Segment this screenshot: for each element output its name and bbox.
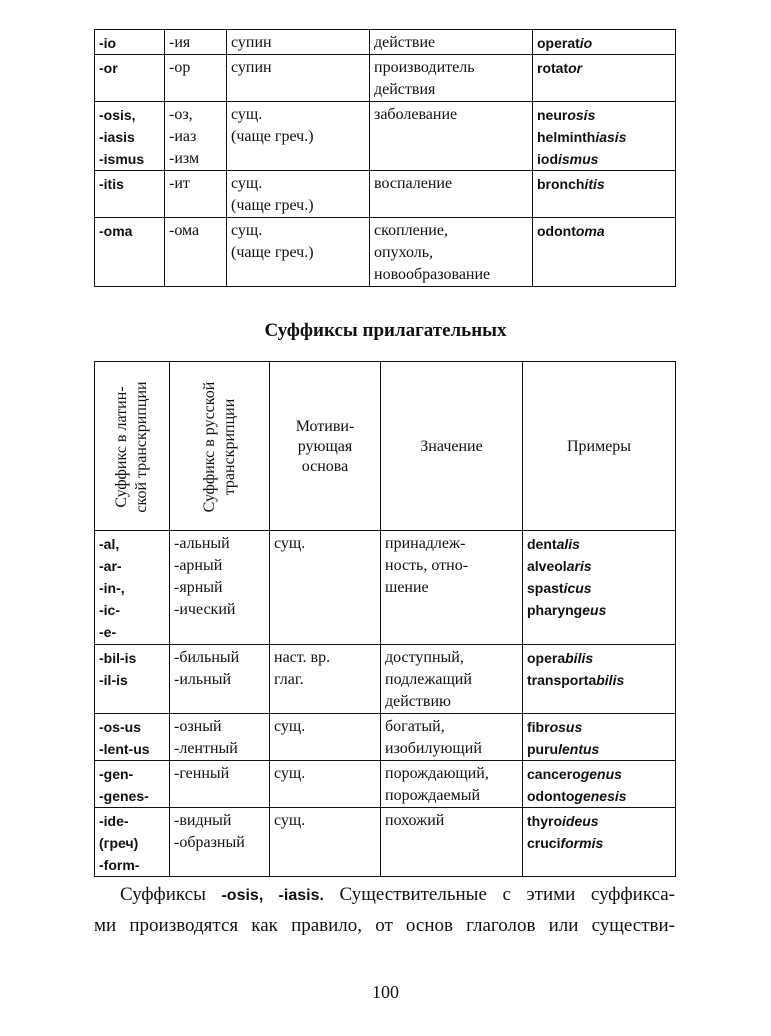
example-word [527, 555, 671, 577]
example-suffix: ideus [562, 813, 599, 829]
latin-suffix: -lent-us [99, 741, 150, 757]
latin-suffix: -iasis [99, 129, 135, 145]
examples-cell [533, 55, 676, 102]
latin-suffix-cell [95, 218, 165, 287]
example-suffix: genus [580, 766, 622, 782]
meaning: производитель [374, 59, 475, 76]
motivating-base: (чаще греч.) [231, 128, 314, 145]
latin-suffix: -ismus [99, 151, 145, 167]
examples-cell [533, 30, 676, 55]
motivating-base-cell [227, 55, 370, 102]
latin-suffix: -ic- [99, 602, 120, 618]
example-suffix: osus [549, 719, 583, 735]
table-row [95, 714, 676, 761]
latin-suffix: -or [99, 60, 118, 76]
motivating-base: (чаще греч.) [231, 197, 314, 214]
example-stem: cancero [527, 766, 581, 782]
example-word [537, 57, 671, 79]
meaning: действию [385, 693, 451, 710]
table-row [95, 102, 676, 171]
motivating-base-cell [227, 30, 370, 55]
russian-suffix: -ор [169, 59, 191, 76]
example-suffix: eus [582, 602, 607, 618]
meaning-cell [381, 645, 523, 714]
russian-suffix: -ит [169, 175, 190, 192]
russian-suffix-cell [170, 531, 270, 645]
meaning: изобилующий [385, 740, 482, 757]
examples-cell [523, 531, 676, 645]
example-suffix: formis [560, 835, 604, 851]
example-suffix: or [568, 60, 583, 76]
examples-cell [523, 761, 676, 808]
russian-suffix-cell [170, 808, 270, 877]
table-row [95, 218, 676, 287]
motivating-base: сущ. [274, 765, 306, 782]
russian-suffix: -оз, [169, 106, 193, 123]
body-paragraph [94, 880, 675, 941]
motivating-base: сущ. [231, 222, 263, 239]
meaning: порождающий, [385, 765, 489, 782]
example-word [537, 173, 671, 195]
page-number: 100 [372, 982, 399, 1002]
motivating-base: глаг. [274, 671, 304, 688]
meaning-cell [370, 102, 533, 171]
example-suffix: bilis [565, 650, 594, 666]
russian-suffix: -арный [174, 557, 223, 574]
example-suffix: bilis [596, 672, 625, 688]
example-stem: odonto [527, 788, 575, 804]
russian-suffix: -видный [174, 812, 232, 829]
meaning: похожий [385, 812, 445, 829]
latin-suffix: -ar- [99, 558, 122, 574]
russian-suffix: -ильный [174, 671, 232, 688]
header-meaning: Значение [381, 362, 523, 531]
example-stem: thyro [527, 813, 562, 829]
example-stem: helminth [537, 129, 596, 145]
header-examples: Примеры [523, 362, 676, 531]
russian-suffix-cell [170, 714, 270, 761]
latin-suffix: -al, [99, 536, 120, 552]
russian-suffix-cell [165, 171, 227, 218]
russian-suffix: -ия [169, 34, 191, 51]
meaning-cell [370, 55, 533, 102]
motivating-base: сущ. [274, 812, 306, 829]
table-row [95, 645, 676, 714]
russian-suffix: -альный [174, 535, 230, 552]
example-word [527, 763, 671, 785]
motivating-base-cell [227, 218, 370, 287]
meaning: заболевание [374, 106, 458, 123]
example-suffix: genesis [574, 788, 627, 804]
meaning: действие [374, 34, 436, 51]
header-latin-suffix [95, 362, 170, 531]
table-row [95, 808, 676, 877]
latin-suffix: -form- [99, 857, 140, 873]
russian-suffix: -лентный [174, 740, 238, 757]
motivating-base: сущ. [274, 535, 306, 552]
latin-suffix-cell [95, 55, 165, 102]
table-row [95, 171, 676, 218]
russian-suffix-cell [165, 55, 227, 102]
russian-suffix: -ический [174, 601, 236, 618]
motivating-base-cell [270, 645, 381, 714]
motivating-base: сущ. [231, 175, 263, 192]
header-russian-suffix-text: Суффикс в русской транскрипции [200, 381, 238, 513]
latin-suffix: -io [99, 35, 117, 51]
examples-cell [533, 102, 676, 171]
motivating-base-cell [227, 171, 370, 218]
example-suffix: lentus [558, 741, 600, 757]
russian-suffix-cell [170, 645, 270, 714]
example-stem: alveol [527, 558, 567, 574]
meaning: принадлеж- [385, 535, 466, 552]
example-word [527, 810, 671, 832]
table-row [95, 761, 676, 808]
motivating-base-cell [270, 531, 381, 645]
example-word [527, 785, 671, 807]
russian-suffix: -генный [174, 765, 230, 782]
latin-suffix: -oma [99, 223, 133, 239]
example-stem: pharyng [527, 602, 583, 618]
latin-suffix-cell [95, 714, 170, 761]
motivating-base: сущ. [274, 718, 306, 735]
motivating-base: (чаще греч.) [231, 244, 314, 261]
meaning-cell [381, 808, 523, 877]
example-stem: spast [527, 580, 564, 596]
example-word [537, 220, 671, 242]
meaning-cell [370, 30, 533, 55]
example-word [527, 533, 671, 555]
russian-suffix: -образный [174, 834, 245, 851]
example-word [527, 832, 671, 854]
example-suffix: oma [575, 223, 605, 239]
latin-suffix: -ide- [99, 813, 129, 829]
example-word [537, 104, 671, 126]
example-suffix: osis [567, 107, 596, 123]
example-stem: cruci [527, 835, 561, 851]
meaning: действия [374, 81, 436, 98]
motivating-base: супин [231, 59, 272, 76]
example-suffix: io [579, 35, 593, 51]
latin-suffix: -osis, [99, 107, 136, 123]
example-stem: opera [527, 650, 566, 666]
latin-suffix-cell [95, 531, 170, 645]
example-stem: rotat [537, 60, 569, 76]
table-row [95, 55, 676, 102]
example-suffix: aris [566, 558, 592, 574]
example-suffix: iasis [595, 129, 627, 145]
header-motivating-base: Мотиви- рующая основа [270, 362, 381, 531]
section-title: Суффиксы прилагательных [264, 320, 507, 341]
adjective-suffix-table-body [95, 531, 676, 877]
example-stem: iod [537, 151, 558, 167]
paragraph-line1-end: Существительные с этими суффикса- [323, 884, 676, 905]
meaning: подлежащий [385, 671, 472, 688]
example-suffix: ismus [558, 151, 599, 167]
example-suffix: icus [563, 580, 592, 596]
paragraph-line1-start: Суффиксы [120, 884, 222, 905]
latin-suffix: -bil-is [99, 650, 137, 666]
example-stem: neur [537, 107, 568, 123]
russian-suffix: -озный [174, 718, 222, 735]
noun-suffix-table [94, 29, 676, 287]
latin-suffix-cell [95, 645, 170, 714]
paragraph-line-1 [94, 880, 675, 911]
example-stem: transporta [527, 672, 597, 688]
russian-suffix: -бильный [174, 649, 240, 666]
example-stem: puru [527, 741, 559, 757]
latin-suffix: -e- [99, 624, 117, 640]
examples-cell [523, 808, 676, 877]
example-stem: bronch [537, 176, 585, 192]
motivating-base: наст. вр. [274, 649, 331, 666]
example-stem: operat [537, 35, 580, 51]
example-word [537, 32, 671, 54]
meaning-cell [370, 218, 533, 287]
table-row [95, 531, 676, 645]
adjective-suffix-table [94, 361, 676, 877]
paragraph-suffix-terms: -osis, -iasis. [221, 887, 324, 904]
russian-suffix: -изм [169, 150, 200, 167]
motivating-base-cell [270, 761, 381, 808]
russian-suffix-cell [165, 102, 227, 171]
example-word [527, 738, 671, 760]
examples-cell [523, 714, 676, 761]
examples-cell [533, 171, 676, 218]
russian-suffix-cell [165, 30, 227, 55]
header-russian-suffix [170, 362, 270, 531]
latin-suffix: -il-is [99, 672, 128, 688]
examples-cell [533, 218, 676, 287]
example-suffix: itis [584, 176, 605, 192]
russian-suffix-cell [170, 761, 270, 808]
meaning: новообразование [374, 266, 491, 283]
russian-suffix: -иаз [169, 128, 197, 145]
example-word [527, 716, 671, 738]
latin-suffix: (греч) [99, 835, 139, 851]
example-stem: odont [537, 223, 576, 239]
paragraph-line-2: ми производятся как правило, от основ глаголов или существи- [94, 915, 675, 936]
example-word [537, 126, 671, 148]
motivating-base: сущ. [231, 106, 263, 123]
meaning: доступный, [385, 649, 464, 666]
meaning-cell [370, 171, 533, 218]
latin-suffix-cell [95, 171, 165, 218]
russian-suffix-cell [165, 218, 227, 287]
example-word [537, 148, 671, 170]
motivating-base-cell [270, 714, 381, 761]
meaning: опухоль, [374, 244, 434, 261]
meaning: богатый, [385, 718, 445, 735]
latin-suffix: -gen- [99, 766, 134, 782]
motivating-base: супин [231, 34, 272, 51]
header-latin-suffix-text: Суффикс в латин- ской транскрипции [113, 381, 150, 513]
meaning-cell [381, 714, 523, 761]
latin-suffix-cell [95, 102, 165, 171]
meaning-cell [381, 761, 523, 808]
latin-suffix-cell [95, 761, 170, 808]
latin-suffix-cell [95, 30, 165, 55]
example-suffix: alis [556, 536, 580, 552]
table-row [95, 30, 676, 55]
russian-suffix: -ярный [174, 579, 223, 596]
example-word [527, 599, 671, 621]
latin-suffix-cell [95, 808, 170, 877]
header-row [95, 362, 676, 531]
meaning: воспаление [374, 175, 453, 192]
meaning: порождаемый [385, 787, 480, 804]
example-word [527, 647, 671, 669]
example-word [527, 577, 671, 599]
motivating-base-cell [227, 102, 370, 171]
noun-suffix-table-body [95, 30, 676, 287]
latin-suffix: -in-, [99, 580, 125, 596]
motivating-base-cell [270, 808, 381, 877]
meaning: ность, отно- [385, 557, 469, 574]
example-word [527, 669, 671, 691]
example-stem: fibr [527, 719, 550, 735]
example-stem: dent [527, 536, 557, 552]
examples-cell [523, 645, 676, 714]
russian-suffix: -ома [169, 222, 200, 239]
latin-suffix: -itis [99, 176, 124, 192]
latin-suffix: -genes- [99, 788, 149, 804]
meaning: шение [385, 579, 429, 596]
meaning-cell [381, 531, 523, 645]
meaning: скопление, [374, 222, 448, 239]
latin-suffix: -os-us [99, 719, 141, 735]
